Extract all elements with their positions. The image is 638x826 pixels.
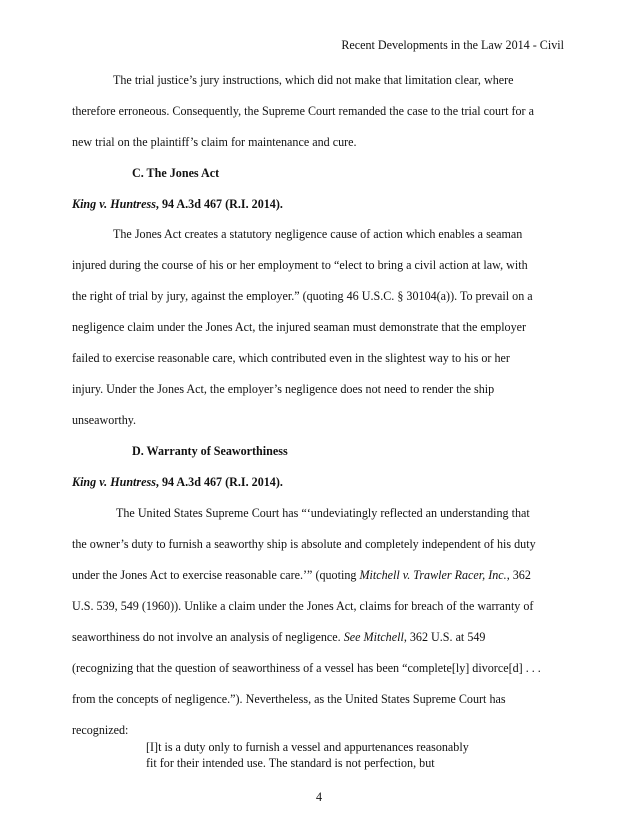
body-line: U.S. 539, 549 (1960)). Unlike a claim under the Jones Act, claims for breach of the warranty of bbox=[72, 599, 534, 613]
body-line: new trial on the plaintiff’s claim for maintenance and cure. bbox=[72, 135, 357, 149]
case-name: King v. Huntress bbox=[72, 197, 156, 211]
running-header: Recent Developments in the Law 2014 - Civil bbox=[341, 38, 564, 52]
body-line: from the concepts of negligence.”). Nevertheless, as the United States Supreme Court has bbox=[72, 692, 506, 706]
case-citation-c bbox=[72, 197, 283, 211]
page-number: 4 bbox=[315, 790, 323, 804]
body-line: negligence claim under the Jones Act, the injured seaman must demonstrate that the employer bbox=[72, 320, 527, 334]
body-line: the owner’s duty to furnish a seaworthy ship is absolute and completely independent of his duty bbox=[72, 537, 536, 551]
body-line: The trial justice’s jury instructions, which did not make that limitation clear, where bbox=[113, 73, 514, 87]
body-line: seaworthiness do not involve an analysis of negligence. See Mitchell, 362 U.S. at 549 bbox=[72, 630, 486, 644]
section-heading-c: C. The Jones Act bbox=[132, 166, 220, 180]
body-line: The United States Supreme Court has “‘undeviatingly reflected an understanding that bbox=[116, 506, 530, 520]
block-quote-line: fit for their intended use. The standard is not perfection, but bbox=[146, 756, 435, 770]
body-line: The Jones Act creates a statutory negligence cause of action which enables a seaman bbox=[113, 227, 523, 241]
body-line: therefore erroneous. Consequently, the Supreme Court remanded the case to the trial court for a bbox=[72, 104, 534, 118]
case-name-inline: Mitchell v. Trawler Racer, Inc. bbox=[359, 568, 507, 582]
case-citation-d bbox=[72, 475, 283, 489]
body-line: the right of trial by jury, against the employer.” (quoting 46 U.S.C. § 30104(a)). To prevail on a bbox=[72, 289, 533, 303]
body-line: recognized: bbox=[72, 723, 129, 737]
section-heading-d: D. Warranty of Seaworthiness bbox=[132, 444, 288, 458]
case-name: King v. Huntress bbox=[72, 475, 156, 489]
block-quote-line: [I]t is a duty only to furnish a vessel and appurtenances reasonably bbox=[146, 740, 469, 754]
body-line: unseaworthy. bbox=[72, 413, 137, 427]
case-cite: , 94 A.3d 467 (R.I. 2014). bbox=[155, 197, 283, 211]
case-cite: , 94 A.3d 467 (R.I. 2014). bbox=[155, 475, 283, 489]
body-line: failed to exercise reasonable care, which contributed even in the slightest way to his or her bbox=[72, 351, 510, 365]
body-line: (recognizing that the question of seaworthiness of a vessel has been “complete[ly] divorce[d] . . . bbox=[72, 661, 541, 675]
body-line: injured during the course of his or her employment to “elect to bring a civil action at law, with bbox=[72, 258, 528, 272]
body-line: injury. Under the Jones Act, the employer’s negligence does not need to render the ship bbox=[72, 382, 495, 396]
body-line: under the Jones Act to exercise reasonable care.’” (quoting Mitchell v. Trawler Racer, Inc., 362 bbox=[72, 568, 531, 582]
signal-inline: See Mitchell bbox=[343, 630, 404, 644]
